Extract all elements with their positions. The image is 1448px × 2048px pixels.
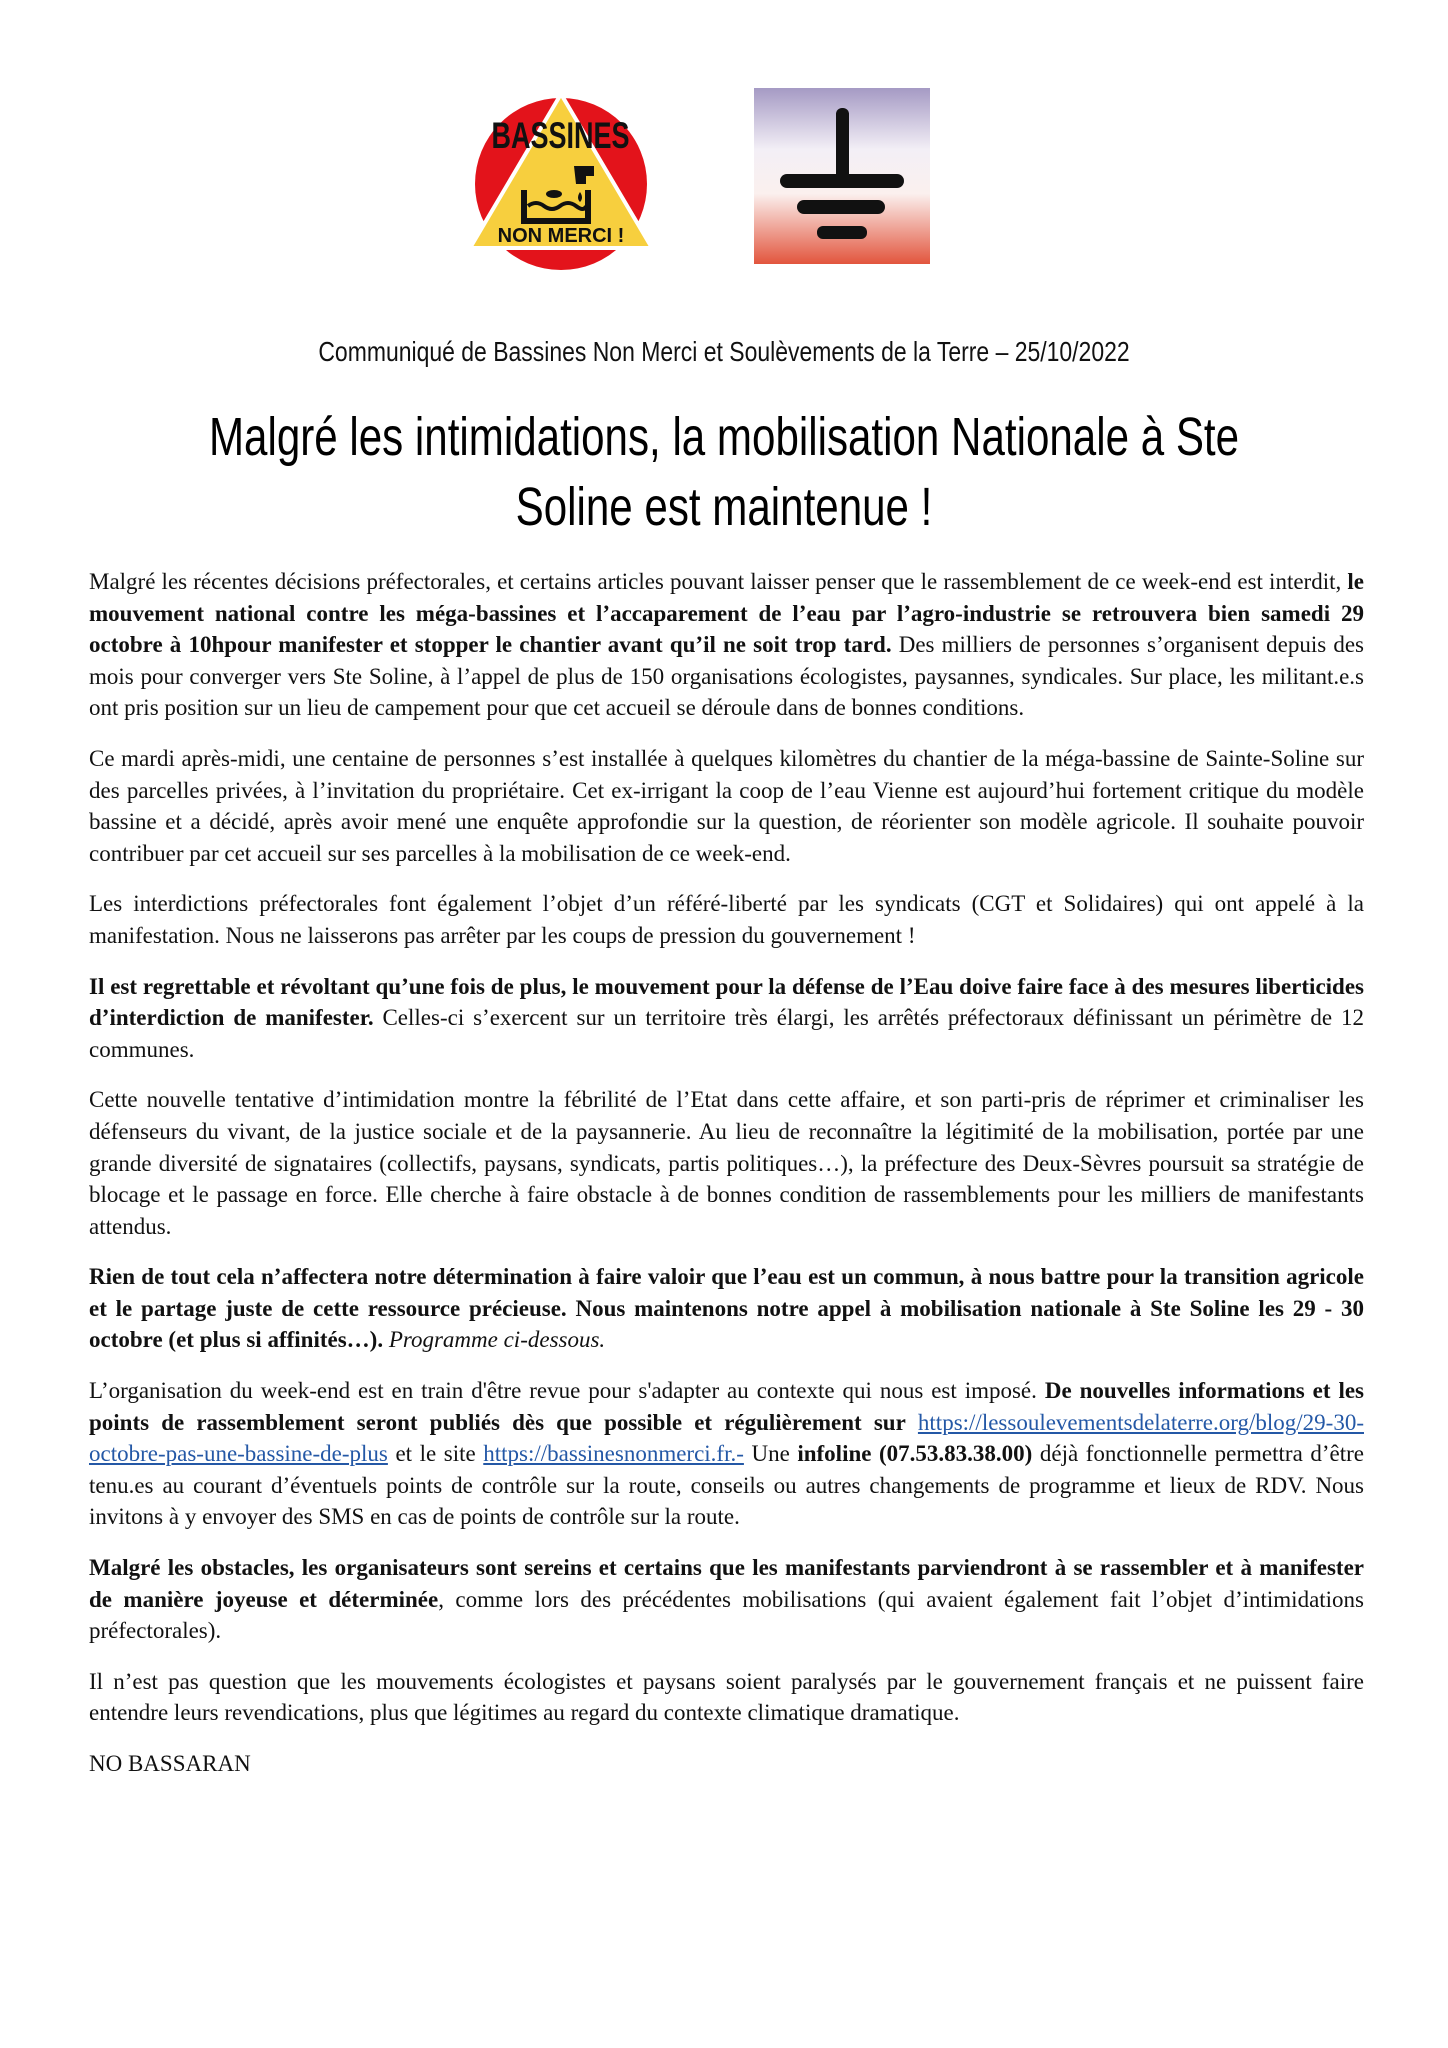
logo-text-top: BASSINES bbox=[491, 113, 630, 157]
ground-symbol-stem bbox=[836, 108, 849, 180]
page-title bbox=[159, 402, 1288, 542]
paragraph-5: Cette nouvelle tentative d’intimidation montre la fébrilité de l’Etat dans cette affaire, et son parti-pris de réprimer et criminaliser les défenseurs du vivant, de la justice sociale et de la paysannerie. Au lieu de reconnaître la légitimité de la mobilisation, portée par une grande diversité de signataires (collectifs, paysans, syndicats, partis politiques…), la préfecture des Deux-Sèvres poursuit sa stratégie de blocage et le passage en force. Elle cherche à faire obstacle à de bonnes condition de rassemblements pour les milliers de manifestants attendus. bbox=[89, 1087, 1364, 1239]
document-body bbox=[89, 566, 1364, 1799]
paragraph-4: Il est regrettable et révoltant qu’une fois de plus, le mouvement pour la défense de l’Eau doive faire face à des mesures liberticides d’interdiction de manifester. Celles-ci s’exercent sur un territoire très élargi, les arrêtés préfectoraux définissant un périmètre de 12 communes. bbox=[89, 973, 1364, 1062]
paragraph-2: Ce mardi après-midi, une centaine de personnes s’est installée à quelques kilomètres du chantier de la méga-bassine de Sainte-Soline sur des parcelles privées, à l’invitation du propriétaire. Cet ex-irrigant la coop de l’eau Vienne est aujourd’hui fortement critique du modèle bassine et a décidé, après avoir mené une enquête approfondie sur la question, de réorienter son modèle agricole. Il souhaite pouvoir contribuer par cet accueil sur ses parcelles à la mobilisation de ce week-end. bbox=[89, 745, 1364, 866]
paragraph-3: Les interdictions préfectorales font également l’objet d’un référé-liberté par les syndicats (CGT et Solidaires) qui ont appelé à la manifestation. Nous ne laisserons pas arrêter par les coups de pression du gouvernement ! bbox=[89, 891, 1364, 948]
paragraph-6: Rien de tout cela n’affectera notre détermination à faire valoir que l’eau est un commun, à nous battre pour la transition agricole et le partage juste de cette ressource précieuse. Nous maintenons notre appel à mobilisation nationale à Ste Soline les 29 - 30 octobre (et plus si affinités…). Programme ci-dessous. bbox=[89, 1264, 1364, 1353]
paragraph-1: Malgré les récentes décisions préfectorales, et certains articles pouvant laisser penser que le rassemblement de ce week-end est interdit, le mouvement national contre les méga-bassines et l’accaparement de l’eau par l’agro-industrie se retrouvera bien samedi 29 octobre à 10hpour manifester et stopper le chantier avant qu’il ne soit trop tard. Des milliers de personnes s’organisent depuis des mois pour converger vers Ste Soline, à l’appel de plus de 150 organisations écologistes, paysannes, syndicales. Sur place, les militant.e.s ont pris position sur un lieu de campement pour que cet accueil se déroule dans de bonnes conditions. bbox=[89, 569, 1365, 721]
title-line-2: Soline est maintenue ! bbox=[515, 477, 933, 537]
paragraph-8: Malgré les obstacles, les organisateurs sont sereins et certains que les manifestants parviendront à se rassembler et à manifester de manière joyeuse et déterminée, comme lors des précédentes mobilisations (qui avaient également fait l’objet d’intimidations préfectorales). bbox=[89, 1555, 1365, 1644]
logo-text-bottom: NON MERCI ! bbox=[497, 225, 625, 247]
title-line-1: Malgré les intimidations, la mobilisation Nationale à Ste bbox=[208, 407, 1240, 467]
link-bassines-non-merci[interactable]: https://bassinesnonmerci.fr.- bbox=[483, 1441, 744, 1467]
communique-header: Communiqué de Bassines Non Merci et Soulèvements de la Terre – 25/10/2022 bbox=[318, 336, 1130, 367]
signature: NO BASSARAN bbox=[89, 1751, 251, 1776]
soulevements-de-la-terre-logo bbox=[754, 88, 930, 264]
link-soulevements-blog[interactable]: https://lessoulevementsdelaterre.org/blog/29-30-octobre-pas-une-bassine-de-plus bbox=[89, 1409, 1364, 1467]
paragraph-7: L’organisation du week-end est en train d'être revue pour s'adapter au contexte qui nous est imposé. De nouvelles informations et les points de rassemblement seront publiés dès que possible et régulièrement sur https://lessoulevementsdelaterre.org/blog/29-30-octobre-pas-une-bassine-de-plus et le site https://bassinesnonmerci.fr.- Une infoline (07.53.83.38.00) déjà fonctionnelle permettra d’être tenu.es au courant d’éventuels points de contrôle sur la route, conseils ou autres changements de programme et lieux de RDV. Nous invitons à y envoyer des SMS en cas de points de contrôle sur la route. bbox=[89, 1378, 1365, 1530]
paragraph-9: Il n’est pas question que les mouvements écologistes et paysans soient paralysés par le gouvernement français et ne puissent faire entendre leurs revendications, plus que légitimes au regard du contexte climatique dramatique. bbox=[89, 1668, 1364, 1726]
bassines-non-merci-logo bbox=[466, 88, 656, 274]
logos bbox=[0, 88, 1448, 278]
